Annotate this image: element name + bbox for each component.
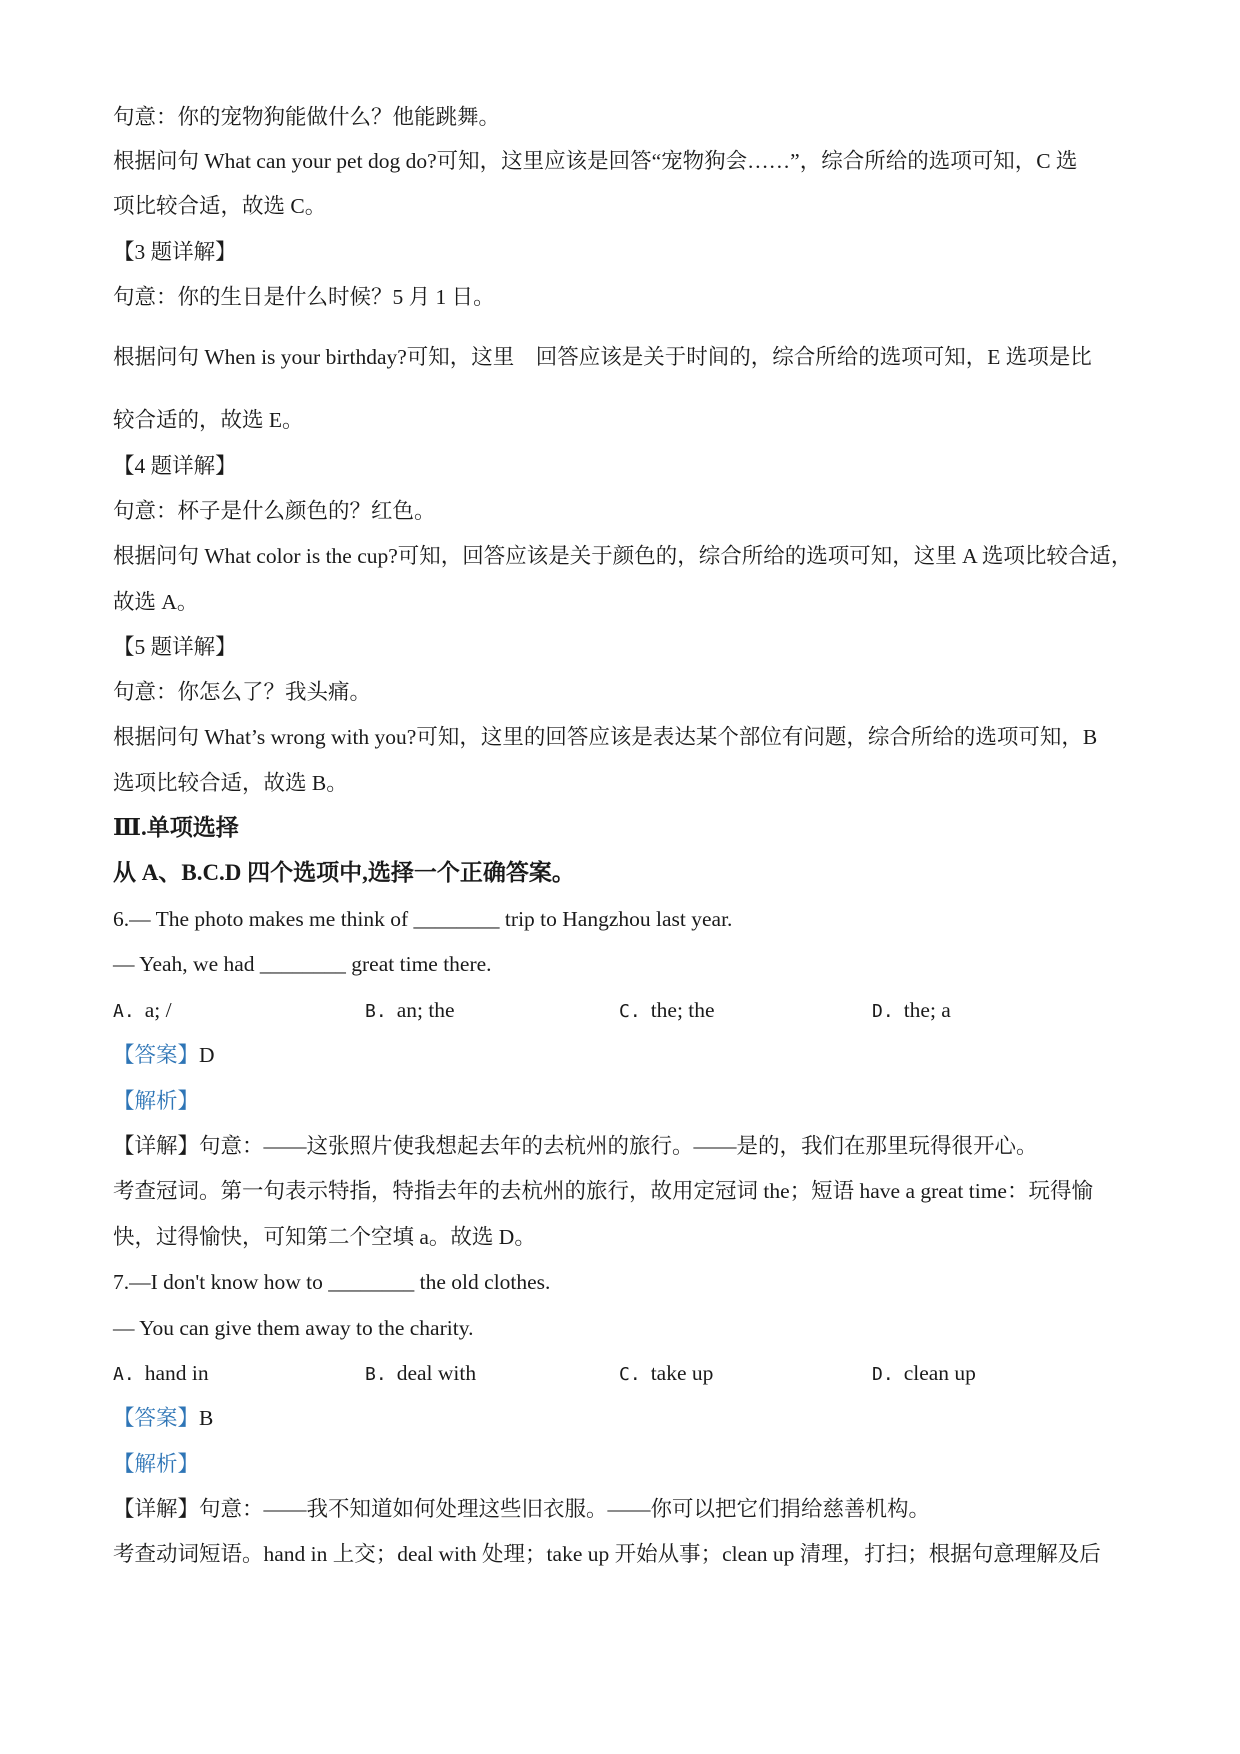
- section-instruction: 从 A、B.C.D 四个选项中,选择一个正确答案。: [113, 860, 575, 885]
- q2-explanation: 根据问句 What can your pet dog do?可知，这里应该是回答“宠物狗会……”，综合所给的选项可知，C 选: [113, 149, 1078, 173]
- q7-explanation: 考查动词短语。hand in 上交；deal with 处理；take up 开始从事；clean up 清理，打扫；根据句意理解及后: [113, 1542, 1101, 1566]
- q3-explanation: 根据问句 When is your birthday?可知，这里 回答应该是关于时间的，综合所给的选项可知，E 选项是比: [113, 345, 1092, 369]
- q4-meaning: 句意：杯子是什么颜色的？红色。: [113, 499, 436, 523]
- q6-option-c[interactable]: C. the; the: [619, 998, 715, 1022]
- q7-stem: 7.—I don't know how to ________ the old clothes.: [113, 1270, 551, 1294]
- section-title: Ⅲ.单项选择: [113, 815, 239, 840]
- q6-answer: 【答案】D: [113, 1043, 215, 1067]
- q2-meaning: 句意：你的宠物狗能做什么？他能跳舞。: [113, 105, 501, 129]
- q7-analysis-label: 【解析】: [113, 1452, 200, 1476]
- q7-option-d[interactable]: D. clean up: [872, 1361, 976, 1385]
- q5-explanation: 根据问句 What’s wrong with you?可知，这里的回答应该是表达某个部位有问题，综合所给的选项可知，B: [113, 725, 1098, 749]
- q5-conclusion: 选项比较合适，故选 B。: [113, 771, 348, 795]
- q4-conclusion: 故选 A。: [113, 590, 199, 614]
- q6-option-d[interactable]: D. the; a: [872, 998, 951, 1022]
- q3-meaning: 句意：你的生日是什么时候？5 月 1 日。: [113, 285, 495, 309]
- q4-detail-heading: 【4 题详解】: [113, 454, 237, 478]
- q6-reply: — Yeah, we had ________ great time there.: [113, 952, 492, 976]
- q5-meaning: 句意：你怎么了？我头痛。: [113, 680, 372, 704]
- q6-stem: 6.— The photo makes me think of ________ trip to Hangzhou last year.: [113, 907, 733, 931]
- q7-option-a[interactable]: A. hand in: [113, 1361, 209, 1385]
- q7-detail: 【详解】句意：——我不知道如何处理这些旧衣服。——你可以把它们捐给慈善机构。: [113, 1497, 931, 1521]
- q7-option-b[interactable]: B. deal with: [365, 1361, 477, 1385]
- q5-detail-heading: 【5 题详解】: [113, 635, 237, 659]
- q3-conclusion: 较合适的，故选 E。: [113, 408, 304, 432]
- q7-reply: — You can give them away to the charity.: [113, 1316, 474, 1340]
- q6-option-a[interactable]: A. a; /: [113, 998, 172, 1022]
- q3-detail-heading: 【3 题详解】: [113, 240, 237, 264]
- q6-detail: 【详解】句意：——这张照片使我想起去年的去杭州的旅行。——是的，我们在那里玩得很开心。: [113, 1134, 1038, 1158]
- q7-option-c[interactable]: C. take up: [619, 1361, 714, 1385]
- q6-explanation: 考查冠词。第一句表示特指，特指去年的去杭州的旅行，故用定冠词 the；短语 have a great time：玩得愉: [113, 1179, 1093, 1203]
- q7-answer: 【答案】B: [113, 1406, 214, 1430]
- q2-conclusion: 项比较合适，故选 C。: [113, 194, 327, 218]
- q6-conclusion: 快，过得愉快，可知第二个空填 a。故选 D。: [113, 1225, 536, 1249]
- q4-explanation: 根据问句 What color is the cup?可知，回答应该是关于颜色的，综合所给的选项可知，这里 A 选项比较合适，: [113, 544, 1133, 568]
- q6-option-b[interactable]: B. an; the: [365, 998, 455, 1022]
- q6-analysis-label: 【解析】: [113, 1089, 200, 1113]
